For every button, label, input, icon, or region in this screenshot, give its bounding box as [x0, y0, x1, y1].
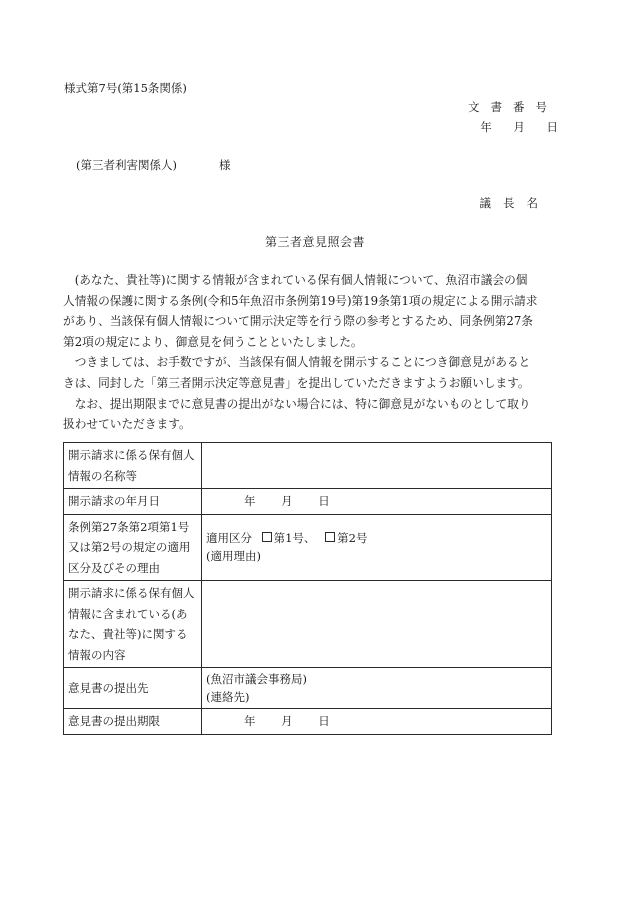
paragraph-2: [63, 352, 555, 393]
row-label: 開示請求の年月日: [64, 489, 202, 515]
body-text: [63, 270, 555, 435]
document-number: 文書番号: [468, 100, 558, 114]
text-line: があり、当該保有個人情報について開示決定等を行う際の参考とするため、同条例第27条: [63, 314, 533, 329]
submission-destination-cell: [202, 668, 552, 709]
row-label: 開示請求に係る保有個人情報に含まれている(あなた、貴社等)に関する情報の内容: [64, 581, 202, 668]
applicable-category-cell: [202, 514, 552, 581]
honorific: 様: [219, 158, 231, 172]
text-line: (あなた、貴社等)に関する情報が含まれている保有個人情報について、魚沼市議会の個: [74, 273, 528, 287]
addressee: (第三者利害関係人): [76, 158, 177, 172]
row-value[interactable]: [202, 581, 552, 668]
text-line: きは、同封した「第三者開示決定等意見書」を提出していただきますようお願いします。: [63, 375, 530, 390]
table-row: [64, 443, 552, 489]
document-title: 第三者意見照会書: [264, 235, 365, 249]
request-date-value[interactable]: 年 月 日: [202, 489, 552, 515]
office-name: (魚沼市議会事務局): [206, 672, 307, 686]
category-label: 適用区分: [206, 531, 252, 546]
deadline-date-value[interactable]: 年 月 日: [202, 709, 552, 735]
option-1-label: 第1号、: [273, 531, 316, 546]
table-row: [64, 514, 552, 581]
option-2-label: 第2号: [337, 531, 368, 546]
row-label: 意見書の提出期限: [64, 709, 202, 735]
table-row: [64, 668, 552, 709]
table-row: [64, 489, 552, 515]
row-label: 条例第27条第2項第1号又は第2号の規定の適用区分及びその理由: [64, 514, 202, 581]
text-line: つきましては、お手数ですが、当該保有個人情報を開示することにつき御意見があると: [74, 355, 531, 370]
paragraph-3: [63, 394, 555, 435]
form-number: 様式第7号(第15条関係): [64, 81, 187, 95]
checkbox-icon[interactable]: [325, 532, 335, 542]
contact-label: (連絡先): [206, 690, 250, 704]
text-line: 扱わせていただきます。: [63, 417, 191, 432]
paragraph-1: [63, 270, 555, 352]
text-line: なお、提出期限までに意見書の提出がない場合には、特に御意見がないものとして取り: [74, 396, 531, 411]
text-line: 人情報の保護に関する条例(令和5年魚沼市条例第19号)第19条第1項の規定による開示請求: [63, 293, 538, 308]
category-line: [206, 529, 547, 547]
table-row: [64, 581, 552, 668]
text-line: 第2項の規定により、御意見を伺うことといたしました。: [63, 334, 363, 349]
table-row: [64, 709, 552, 735]
row-value[interactable]: [202, 443, 552, 489]
row-label: 意見書の提出先: [64, 668, 202, 709]
checkbox-icon[interactable]: [262, 532, 272, 542]
sender-chairperson: 議長名: [479, 196, 550, 210]
reason-label: (適用理由): [206, 549, 261, 564]
info-table: [63, 442, 552, 735]
document-date: 年 月 日: [480, 120, 558, 134]
row-label: 開示請求に係る保有個人情報の名称等: [64, 443, 202, 489]
